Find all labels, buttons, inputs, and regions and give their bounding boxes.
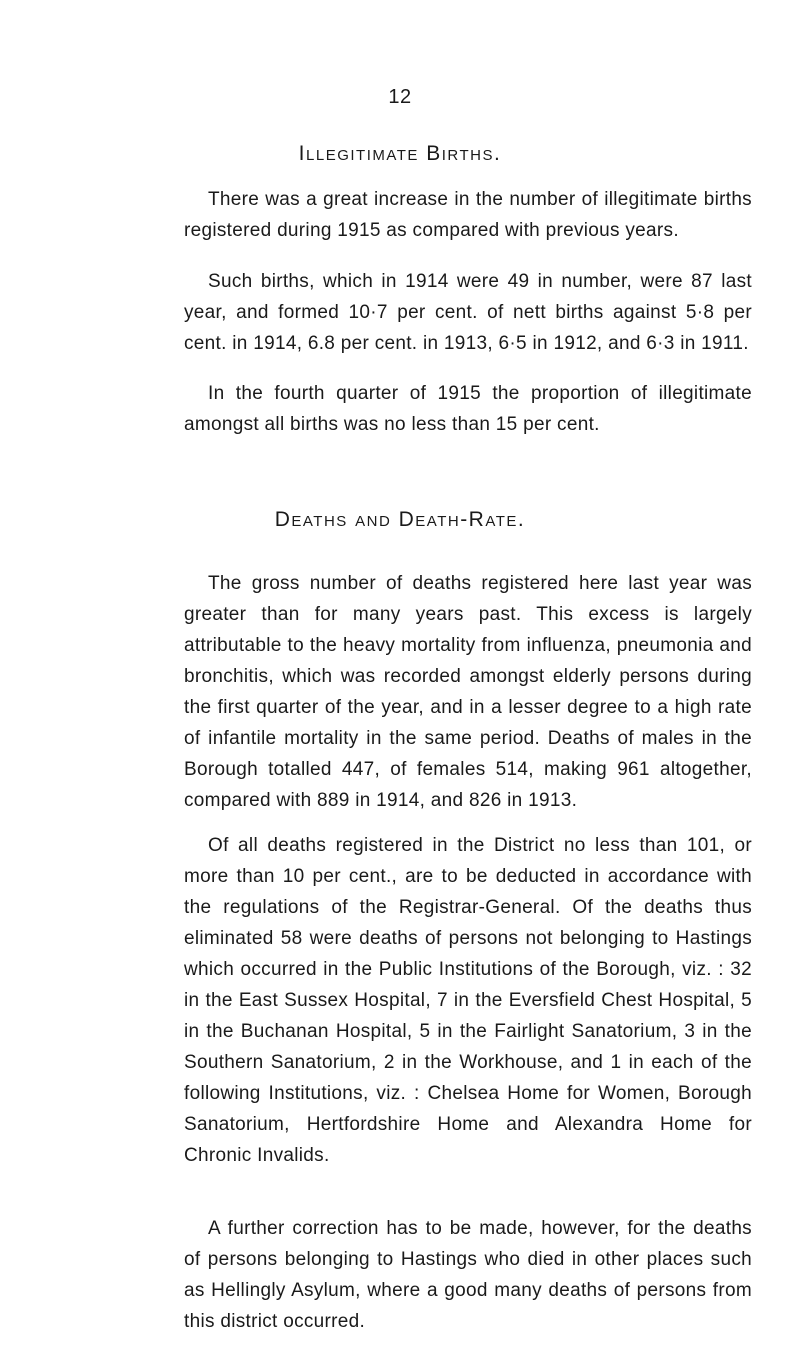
paragraph-further-correction: A further correction has to be made, however, for the deaths of persons belonging to Hastings who died in other places such as Hellingly Asylum, where a good many deaths of persons from this district occurred. xyxy=(184,1218,752,1332)
section-heading-illegitimate-births: Illegitimate Births. xyxy=(298,142,502,165)
paragraph-fourth-quarter: In the fourth quarter of 1915 the proportion of illegitimate amongst all births was no less than 15 per cent. xyxy=(184,383,752,435)
section-heading-deaths: Deaths and Death-Rate. xyxy=(274,508,526,531)
paragraph-gross-deaths: The gross number of deaths registered here last year was greater than for many years past. This excess is largely attributable to the heavy mortality from influenza, pneumonia and bronchitis, which was recorded amongst elderly persons during the first quarter of the year, and in a lesser degree to a high rate of infantile mortality in the same period. Deaths of males in the Borough totalled 447, of females 514, making 961 altogether, compared with 889 in 1914, and 826 in 1913. xyxy=(184,573,752,811)
page-number: 12 xyxy=(388,86,412,108)
paragraph-illegitimate-statistics: Such births, which in 1914 were 49 in number, were 87 last year, and formed 10·7 per cent. of nett births against 5·8 per cent. in 1914, 6.8 per cent. in 1913, 6·5 in 1912, and 6·3 in 1911. xyxy=(184,271,752,354)
paragraph-illegitimate-increase: There was a great increase in the number of illegitimate births registered during 1915 as compared with previous years. xyxy=(184,189,752,241)
paragraph-deductions: Of all deaths registered in the District no less than 101, or more than 10 per cent., are to be deducted in accordance with the regulations of the Registrar-General. Of the deaths thus eliminated 58 were deaths of persons not belonging to Hastings which occurred in the Public Institutions of the Borough, viz. : 32 in the East Sussex Hospital, 7 in the Eversfield Chest Hospital, 5 in the Buchanan Hospital, 5 in the Fairlight Sanatorium, 3 in the Southern Sanatorium, 2 in the Workhouse, and 1 in each of the following Institutions, viz. : Chelsea Home for Women, Borough Sanatorium, Hertfordshire Home and Alexandra Home for Chronic Invalids. xyxy=(184,835,752,1166)
